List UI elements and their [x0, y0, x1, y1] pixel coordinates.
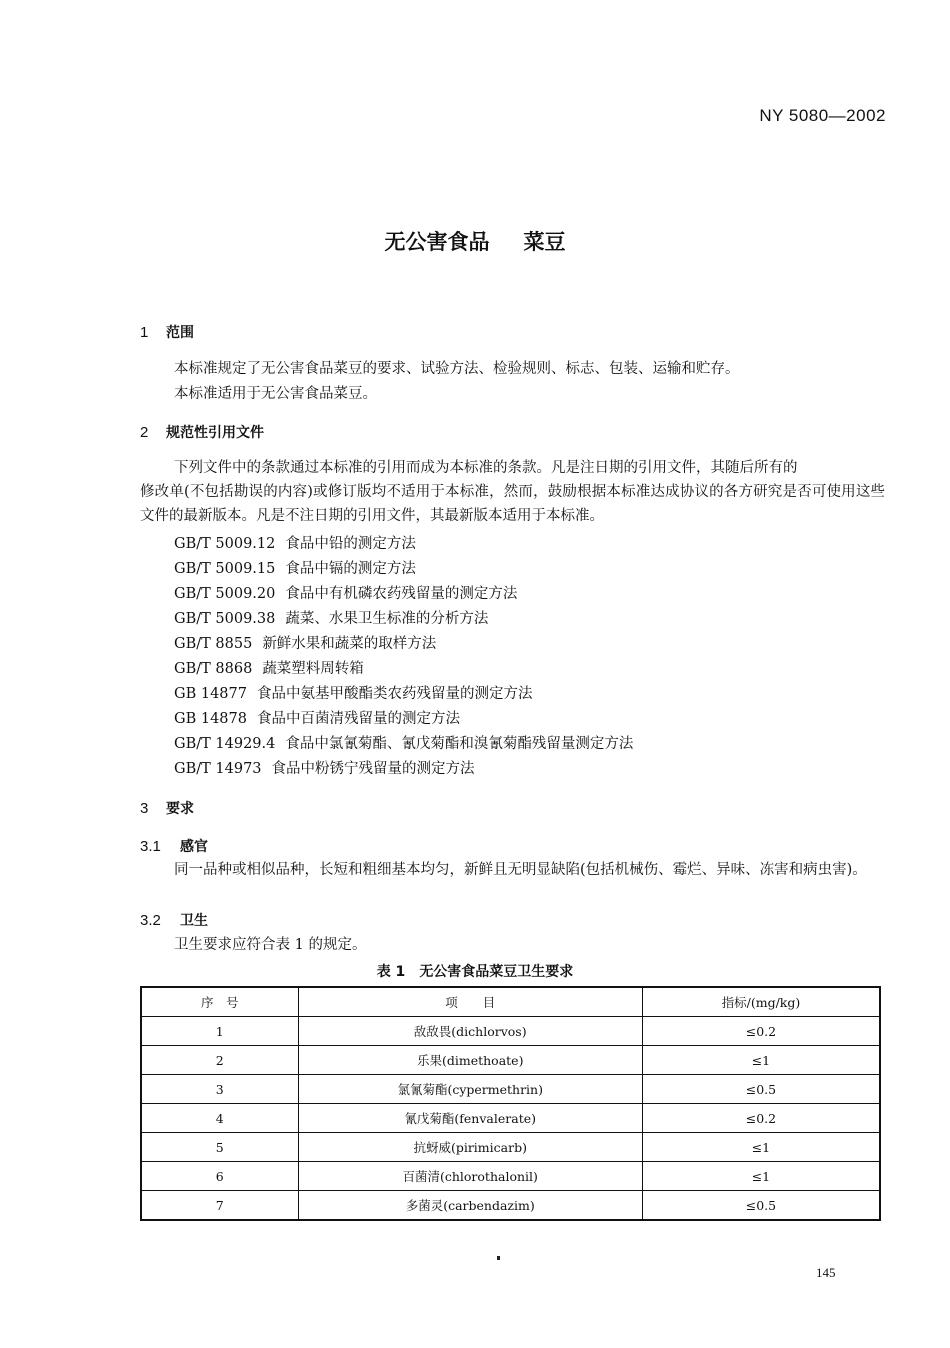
limit-cell: ≤0.2 — [642, 1017, 880, 1046]
item-cell: 多菌灵(carbendazim) — [298, 1191, 642, 1221]
title-part1: 无公害食品 — [384, 230, 490, 254]
table-title: 无公害食品菜豆卫生要求 — [419, 964, 574, 980]
limit-cell: ≤0.2 — [642, 1104, 880, 1133]
limit-cell: ≤0.5 — [642, 1191, 880, 1221]
section-1-heading — [140, 322, 194, 342]
reference-code: GB/T 8855 — [174, 636, 253, 652]
item-cell: 氰戊菊酯(fenvalerate) — [298, 1104, 642, 1133]
sensory-paragraph — [140, 858, 885, 882]
row-number-cell: 6 — [141, 1162, 298, 1191]
table-row — [141, 1162, 880, 1191]
row-number-cell: 7 — [141, 1191, 298, 1221]
reference-title: 食品中氨基甲酸酯类农药残留量的测定方法 — [256, 686, 533, 702]
section-number: 3.1 — [140, 838, 161, 855]
row-number-cell: 1 — [141, 1017, 298, 1046]
table-row — [141, 1191, 880, 1221]
item-cell: 敌敌畏(dichlorvos) — [298, 1017, 642, 1046]
reference-code: GB/T 14973 — [174, 761, 262, 777]
reference-item — [174, 532, 416, 553]
reference-title: 蔬菜塑料周转箱 — [262, 661, 364, 677]
reference-item — [174, 682, 532, 703]
table-header-row — [141, 987, 880, 1017]
column-header: 项 目 — [298, 987, 642, 1017]
table-row — [141, 1075, 880, 1104]
reference-item — [174, 757, 475, 778]
section-title: 感官 — [180, 839, 208, 855]
row-number-cell: 4 — [141, 1104, 298, 1133]
scan-speck — [497, 1256, 500, 1260]
reference-item — [174, 657, 364, 678]
reference-code: GB/T 8868 — [174, 661, 253, 677]
reference-title: 食品中有机磷农药残留量的测定方法 — [285, 586, 518, 602]
reference-item — [174, 632, 436, 653]
section-title: 规范性引用文件 — [166, 425, 264, 441]
reference-title: 食品中氯氰菊酯、氰戊菊酯和溴氰菊酯残留量测定方法 — [285, 736, 634, 752]
table-number: 表 1 — [376, 964, 406, 980]
section-title: 卫生 — [180, 913, 208, 929]
hygiene-requirements-table — [140, 986, 881, 1221]
references-paragraph-rest: 修改单(不包括勘误的内容)或修订版均不适用于本标准，然而，鼓励根据本标准达成协议的各方研究是否可使用这些文件的最新版本。凡是不注日期的引用文件，其最新版本适用于本标准。 — [140, 484, 885, 524]
section-title: 要求 — [166, 801, 194, 817]
reference-code: GB/T 14929.4 — [174, 736, 276, 752]
table-body — [141, 1017, 880, 1221]
column-header: 序 号 — [141, 987, 298, 1017]
row-number-cell: 5 — [141, 1133, 298, 1162]
row-number-cell: 2 — [141, 1046, 298, 1075]
section-number: 2 — [140, 424, 149, 441]
reference-code: GB 14877 — [174, 686, 247, 702]
section-3-2-heading — [140, 910, 208, 930]
reference-code: GB/T 5009.15 — [174, 561, 276, 577]
section-number: 3 — [140, 800, 149, 817]
page-number: 145 — [816, 1265, 836, 1280]
item-cell: 百菌清(chlorothalonil) — [298, 1162, 642, 1191]
reference-item — [174, 707, 460, 728]
reference-code: GB 14878 — [174, 711, 247, 727]
hygiene-text: 卫生要求应符合表 1 的规定。 — [174, 937, 367, 953]
item-cell: 乐果(dimethoate) — [298, 1046, 642, 1075]
table-row — [141, 1046, 880, 1075]
limit-cell: ≤1 — [642, 1162, 880, 1191]
section-3-1-heading — [140, 836, 208, 856]
scope-line-1: 本标准规定了无公害食品菜豆的要求、试验方法、检验规则、标志、包装、运输和贮存。 — [174, 361, 740, 377]
reference-title: 食品中镉的测定方法 — [285, 561, 416, 577]
reference-code: GB/T 5009.20 — [174, 586, 276, 602]
column-header: 指标/(mg/kg) — [642, 987, 880, 1017]
section-3-heading — [140, 798, 194, 818]
reference-item — [174, 732, 633, 753]
limit-cell: ≤1 — [642, 1133, 880, 1162]
reference-code: GB/T 5009.38 — [174, 611, 276, 627]
sensory-text: 同一品种或相似品种，长短和粗细基本均匀，新鲜且无明显缺陷(包括机械伤、霉烂、异味、冻害和病虫害)。 — [174, 862, 867, 878]
references-paragraph-line1: 下列文件中的条款通过本标准的引用而成为本标准的条款。凡是注日期的引用文件，其随后所有的 — [174, 460, 798, 476]
scope-line-2: 本标准适用于无公害食品菜豆。 — [174, 386, 377, 402]
row-number-cell: 3 — [141, 1075, 298, 1104]
table-row — [141, 1104, 880, 1133]
reference-item — [174, 582, 517, 603]
reference-title: 食品中铅的测定方法 — [285, 536, 416, 552]
section-number: 1 — [140, 324, 149, 341]
reference-title: 食品中百菌清残留量的测定方法 — [256, 711, 460, 727]
limit-cell: ≤0.5 — [642, 1075, 880, 1104]
reference-title: 新鲜水果和蔬菜的取样方法 — [262, 636, 437, 652]
section-number: 3.2 — [140, 912, 161, 929]
reference-item — [174, 607, 488, 628]
item-cell: 抗蚜威(pirimicarb) — [298, 1133, 642, 1162]
title-part2: 菜豆 — [523, 230, 566, 254]
table-caption — [0, 961, 950, 981]
reference-title: 食品中粉锈宁残留量的测定方法 — [271, 761, 475, 777]
table-row — [141, 1017, 880, 1046]
references-paragraph — [140, 456, 885, 528]
item-cell: 氯氰菊酯(cypermethrin) — [298, 1075, 642, 1104]
reference-item — [174, 557, 416, 578]
limit-cell: ≤1 — [642, 1046, 880, 1075]
standard-number: NY 5080—2002 — [759, 106, 886, 125]
reference-title: 蔬菜、水果卫生标准的分析方法 — [285, 611, 489, 627]
document-title — [0, 226, 950, 256]
reference-code: GB/T 5009.12 — [174, 536, 276, 552]
table-row — [141, 1133, 880, 1162]
section-2-heading — [140, 422, 264, 442]
section-title: 范围 — [166, 325, 194, 341]
